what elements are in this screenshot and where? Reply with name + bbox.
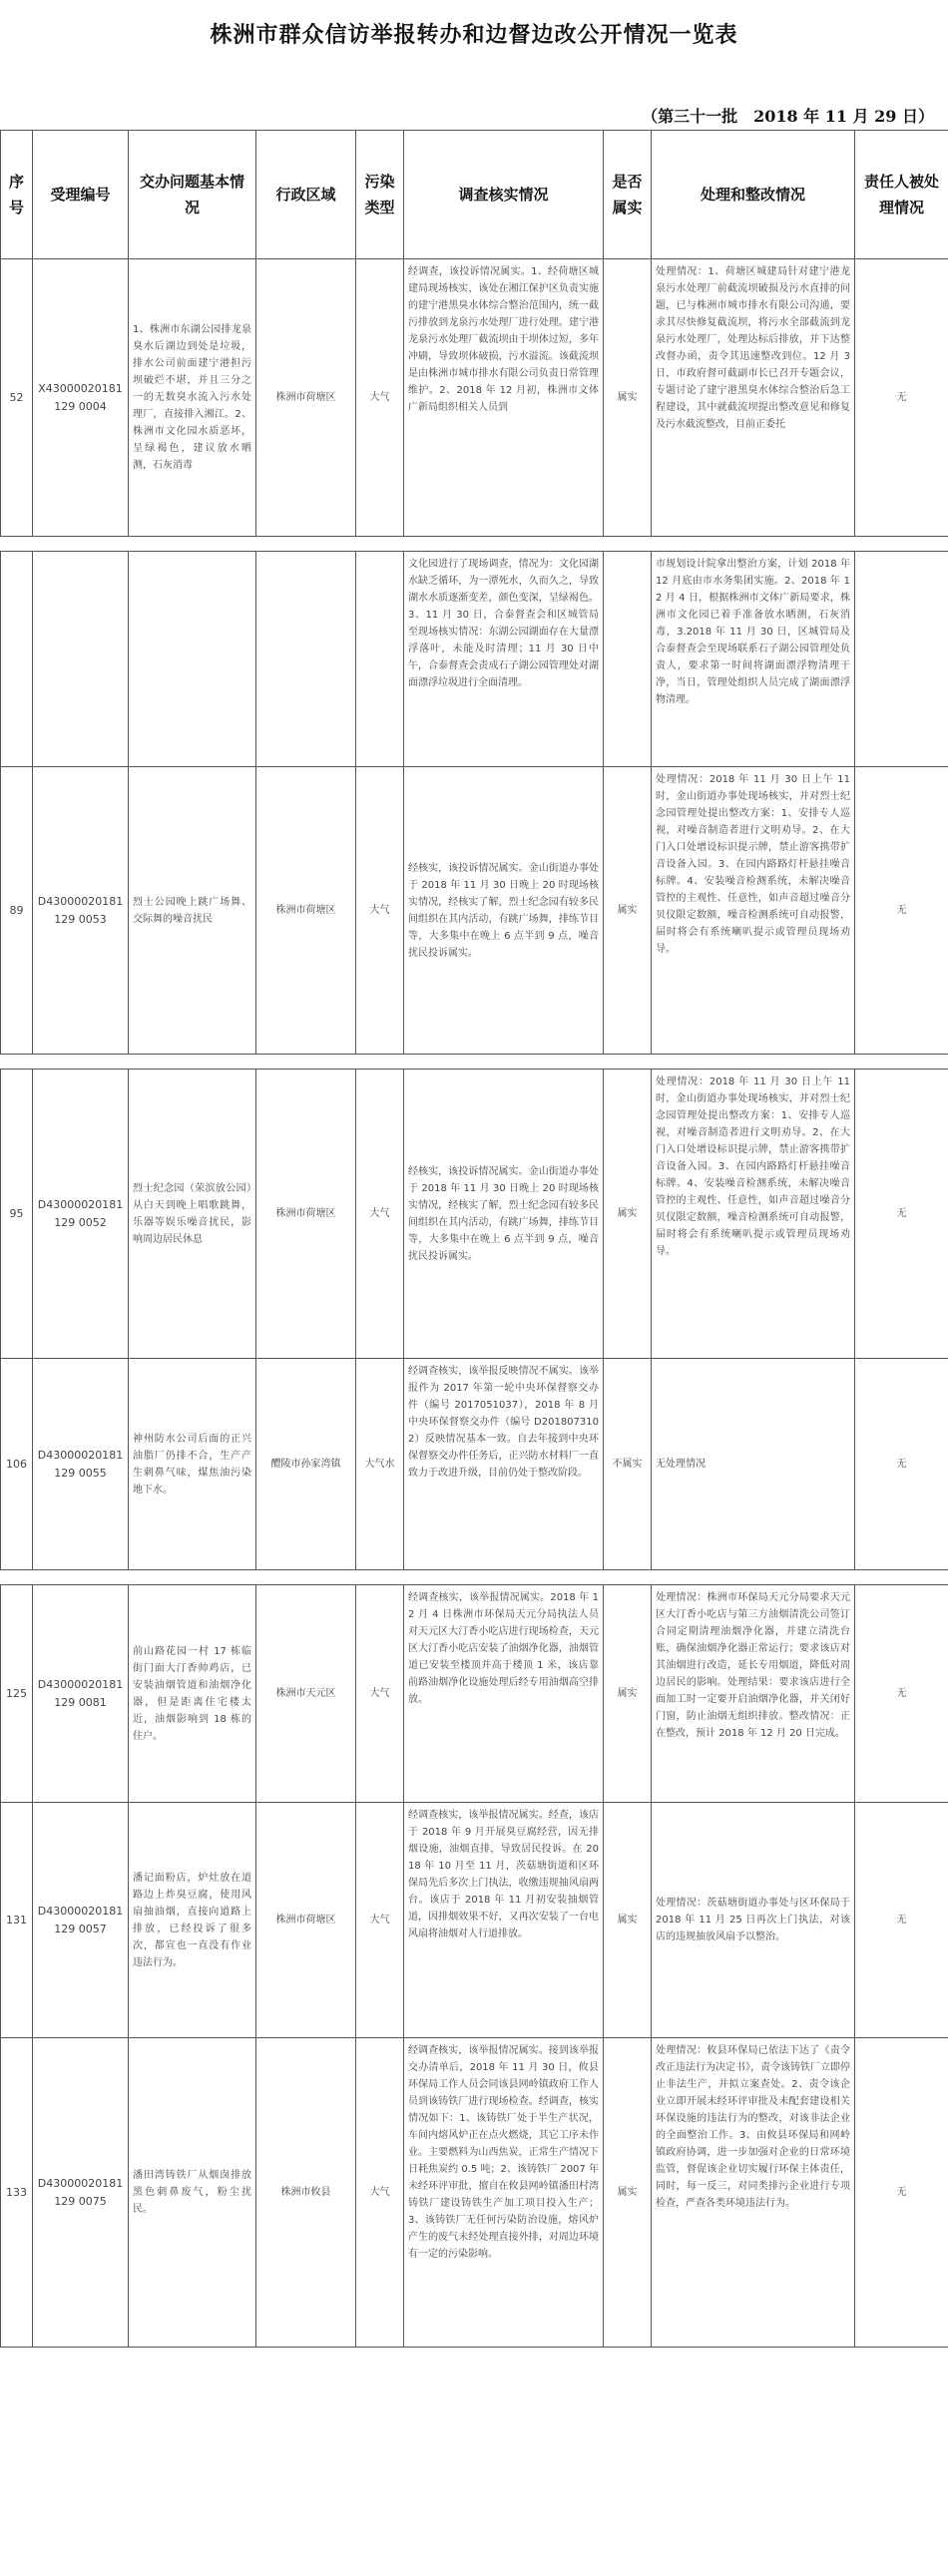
cell-handling: 处理情况：1、荷塘区城建局针对建宁港龙泉污水处理厂前截流坝破损及污水直排的问题，已与株洲市城市排水有限公司沟通，要求其尽快修复截流坝，将污水全部截流到龙泉污水处理厂，处理达标后排放，并下达整改督办函，责令其迅速整改到位。12 月 3 日，市政府督可截副市长已召开专题会议，专题讨论了建宁港黑臭水体综合整治后急工程建设，其中就截流坝提出整改意见和修复及污水截流整改，目前正委托 [652,259,855,537]
cell-issue: 潘记面粉店，炉灶放在道路边上炸臭豆腐，使用风扇抽油烟，直接向道路上排放，已经投诉了很多次，都宣也一直没有作业违法行为。 [129,1803,256,2038]
header-investigation: 调查核实情况 [404,131,604,259]
cell-seq: 52 [1,259,33,537]
cell-code: X43000020181129 0004 [33,259,129,537]
cell-verified: 属实 [604,1803,652,2038]
header-responsible: 责任人被处理情况 [855,131,948,259]
cell-handling: 处理情况：茨菇塘街道办事处与区环保局于 2018 年 11 月 25 日再次上门执法，对该店的违规抽放风扇予以整治。 [652,1803,855,2038]
table-row [1,1585,948,1803]
cell-code: D43000020181129 0052 [33,1070,129,1359]
cell-responsible: 无 [855,1359,948,1570]
header-verified: 是否属实 [604,131,652,259]
cell-handling: 处理情况：2018 年 11 月 30 日上午 11 时，金山街道办事处现场核实，并对烈士纪念园管理处提出整改方案：1、安排专人巡视，对噪音制造者进行文明劝导。2、在大门入口处增设标识提示牌，禁止游客携带扩音设备入园。3、在园内路路灯杆悬挂噪音标牌。4、安装噪音检测系统，未解决噪音管控的主观性、任意性，如声音超过噪音分贝仪限定数额，噪音检测系统可自动报警，届时将会有系统喇叭提示或管理员现场劝导。 [652,1070,855,1359]
complaints-table [0,130,948,2348]
cell-pollution: 大气 [356,1585,404,1803]
cell-seq: 125 [1,1585,33,1803]
cell-verified: 属实 [604,767,652,1055]
header-seq: 序号 [1,131,33,259]
header-handling: 处理和整改情况 [652,131,855,259]
cell-seq: 95 [1,1070,33,1359]
cell-code: D43000020181129 0081 [33,1585,129,1803]
table-row-spacer [1,1570,948,1585]
cell-issue [129,552,256,767]
cell-pollution: 大气 [356,1803,404,2038]
cell-issue: 神州防水公司后面的正兴油脂厂仍排不合，生产产生刺鼻气味，煤焦油污染地下水。 [129,1359,256,1570]
cell-seq: 89 [1,767,33,1055]
cell-handling: 处理情况：株洲市环保局天元分局要求天元区大汀香小吃店与第三方油烟清洗公司签订合同定期清理油烟净化器，并建立清洗台账，确保油烟净化器正常运行；要求该店对其油烟进行改造，延长专用烟道，降低对周边居民的影响。处理结果：要求该店进行全面加工时一定要开启油烟净化器，并关闭好门窗，防止油烟无组织排放。整改情况：正在整改，预计 2018 年 12 月 20 日完成。 [652,1585,855,1803]
cell-handling: 处理情况：攸县环保局已依法下达了《责令改正违法行为决定书》，责令该铸铁厂立即停止非法生产，并拟立案查处。2、责令该企业立即开展未经环评审批及未配套建设相关环保设施的违法行为的整改，对该非法企业的全面整治工作。3、由攸县环保局和网岭镇政府协调，进一步加强对企业的日常环境监管，督促该企业切实履行环保主体责任，同时，每一反三，对同类排污企业进行专项检查，严查各类环境违法行为。 [652,2038,855,2348]
cell-region: 醴陵市孙家湾镇 [256,1359,356,1570]
header-pollution: 污染类型 [356,131,404,259]
cell-responsible: 无 [855,259,948,537]
cell-investigation: 文化园进行了现场调查，情况为：文化园湖水缺乏循环，为一潭死水，久而久之，导致湖水水质逐渐变差，颜色变深，呈绿褐色。3、11 月 30 日，合泰督查会和区城管局至现场核实情况：东湖公园湖面存在大量漂浮落叶，未能及时清理；11 月 30 日中午，合泰督查会责成石子湖公园管理处对湖面漂浮垃圾进行全面清理。 [404,552,604,767]
cell-responsible: 无 [855,767,948,1055]
table-row [1,552,948,767]
cell-code: D43000020181129 0057 [33,1803,129,2038]
cell-verified: 属实 [604,259,652,537]
cell-verified: 属实 [604,2038,652,2348]
cell-seq [1,552,33,767]
cell-pollution [356,552,404,767]
table-row [1,1070,948,1359]
cell-issue: 1、株洲市东湖公园排龙泉臭水后湖边到处是垃圾，排水公司前面建宁港担污坝破烂不堪，并且三分之一的无数臭水流入污水处理厂，直接排入湘江。2、株洲市文化园水质恶坏，呈绿褐色，建议放水晒测，石灰消毒 [129,259,256,537]
cell-region: 株洲市攸县 [256,2038,356,2348]
cell-seq: 106 [1,1359,33,1570]
batch-subtitle: （第三十一批 2018 年 11 月 29 日） [642,107,934,126]
cell-investigation: 经调查，该投诉情况属实。1、经荷塘区城建局现场核实，该处在湘江保护区负责实施的建宁港黑臭水体综合整治范围内，统一截污排放到龙泉污水处理厂进行处理。建宁港龙泉污水处理厂截流坝由于坝体过短，多年冲刷，导致坝体破损，污水溢流。该截流坝是由株洲市城市排水有限公司负责日常管理维护。2、2018 年 12 月初，株洲市文体广新局组织相关人员到 [404,259,604,537]
cell-handling: 处理情况：2018 年 11 月 30 日上午 11 时，金山街道办事处现场核实，并对烈士纪念园管理处提出整改方案：1、安排专人巡视，对噪音制造者进行文明劝导。2、在大门入口处增设标识提示牌，禁止游客携带扩音设备入园。3、在园内路路灯杆悬挂噪音标牌。4、安装噪音检测系统，未解决噪音管控的主观性、任意性，如声音超过噪音分贝仪限定数额，噪音检测系统可自动报警，届时将会有系统喇叭提示或管理员现场劝导。 [652,767,855,1055]
table-row [1,2038,948,2348]
cell-verified [604,552,652,767]
cell-verified: 不属实 [604,1359,652,1570]
cell-issue: 潘田湾铸铁厂从烟囱排放黑色刺鼻废气，粉尘扰民。 [129,2038,256,2348]
cell-verified: 属实 [604,1070,652,1359]
cell-pollution: 大气水 [356,1359,404,1570]
cell-investigation: 经调查核实，该举报情况属实。接到该举报交办清单后，2018 年 11 月 30 日，攸县环保局工作人员会同该县网岭镇政府工作人员到该铸铁厂进行现场检查。经调查，核实情况如下：1、该铸铁厂处于半生产状况，车间内熔风炉正在点火燃烧，其它工序未作业。主要燃料为山西焦炭，正常生产情况下日耗焦炭约 0.5 吨；2、该铸铁厂 2007 年未经环评审批，擅自在攸县网岭镇潘田村湾铸铁厂建设铸铁生产加工项目投入生产；3、该铸铁厂无任何污染防治设施，熔风炉产生的废气未经处理直接外排，对周边环境有一定的污染影响。 [404,2038,604,2348]
cell-region: 株洲市荷塘区 [256,1070,356,1359]
cell-seq: 131 [1,1803,33,2038]
cell-handling: 无处理情况 [652,1359,855,1570]
cell-region [256,552,356,767]
cell-responsible: 无 [855,1070,948,1359]
cell-region: 株洲市天元区 [256,1585,356,1803]
cell-code: D43000020181129 0055 [33,1359,129,1570]
cell-pollution: 大气 [356,767,404,1055]
table-row [1,1359,948,1570]
cell-code: D43000020181129 0053 [33,767,129,1055]
cell-seq: 133 [1,2038,33,2348]
cell-region: 株洲市荷塘区 [256,1803,356,2038]
cell-region: 株洲市荷塘区 [256,259,356,537]
table-row [1,1803,948,2038]
cell-issue: 烈士纪念园（荣滨放公园）从白天到晚上唱歌跳舞，乐器等娱乐噪音扰民，影响周边居民休息 [129,1070,256,1359]
cell-verified: 属实 [604,1585,652,1803]
cell-responsible [855,552,948,767]
cell-investigation: 经核实，该投诉情况属实。金山街道办事处于 2018 年 11 月 30 日晚上 20 时现场核实情况，经核实了解，烈士纪念园有较多民间组织在其内活动，有跳广场舞，排练节目等，大多集中在晚上 6 点半到 9 点，噪音扰民投诉属实。 [404,767,604,1055]
cell-code: D43000020181129 0075 [33,2038,129,2348]
cell-investigation: 经核实，该投诉情况属实。金山街道办事处于 2018 年 11 月 30 日晚上 20 时现场核实情况，经核实了解，烈士纪念园有较多民间组织在其内活动，有跳广场舞，排练节目等，大多集中在晚上 6 点半到 9 点，噪音扰民投诉属实。 [404,1070,604,1359]
cell-investigation: 经调查核实，该举报情况属实。2018 年 12 月 4 日株洲市环保局天元分局执法人员对天元区大汀香小吃店进行现场检查，天元区大汀香小吃店安装了油烟净化器，油烟管道已安装至楼顶并高于楼顶 1 米，该店靠前路油烟净化设施处理后经专用油烟高空排放。 [404,1585,604,1803]
table-row-spacer [1,537,948,552]
cell-pollution: 大气 [356,2038,404,2348]
cell-handling: 市规划设计院拿出整治方案，计划 2018 年 12 月底由市水务集团实施。2、2018 年 12 月 4 日，根据株洲市文体广新局要求，株洲市文化园已着手准备放水晒测，石灰消毒，3.2018 年 11 月 30 日，区城管局及合泰督查会至现场联系石子湖公园管理处负责人，要求第一时间将湖面漂浮物清理干净，当日，管理处组织人员完成了湖面漂浮物清理。 [652,552,855,767]
cell-responsible: 无 [855,1585,948,1803]
cell-region: 株洲市荷塘区 [256,767,356,1055]
document-title: 株洲市群众信访举报转办和边督边改公开情况一览表 [210,22,738,48]
cell-investigation: 经调查核实，该举报情况属实。经查，该店于 2018 年 9 月开展臭豆腐经营，因无排烟设施，油烟直排，导致居民投诉。在 2018 年 10 月至 11 月，茨菇塘街道和区环保局先后多次上门执法，收缴违规抽风扇两台。该店于 2018 年 11 月初安装抽烟管道，因排烟效果不好，又再次安装了一台电风扇将油烟对人行道排放。 [404,1803,604,2038]
cell-issue: 烈士公园晚上跳广场舞、交际舞的噪音扰民 [129,767,256,1055]
cell-pollution: 大气 [356,259,404,537]
header-region: 行政区域 [256,131,356,259]
cell-pollution: 大气 [356,1070,404,1359]
cell-responsible: 无 [855,1803,948,2038]
table-header-row [1,131,948,259]
header-issue: 交办问题基本情况 [129,131,256,259]
cell-responsible: 无 [855,2038,948,2348]
cell-investigation: 经调查核实，该举报反映情况不属实。该举报件为 2017 年第一轮中央环保督察交办件（编号 2017051037），2018 年 8 月中央环保督察交办件（编号 D2018073102）反映情况基本一致。自去年接到中央环保督察交办件任务后，正兴防水材料厂一直致力于改进升级，目前仍处于整改阶段。 [404,1359,604,1570]
cell-issue: 前山路花园一村 17 栋临街门面大汀香帅鸡店，已安装油烟管道和油烟净化器，但是距离住宅楼太近，油烟影响到 18 栋的住户。 [129,1585,256,1803]
cell-code [33,552,129,767]
table-row [1,767,948,1055]
table-row-spacer [1,1055,948,1070]
header-code: 受理编号 [33,131,129,259]
table-row [1,259,948,537]
